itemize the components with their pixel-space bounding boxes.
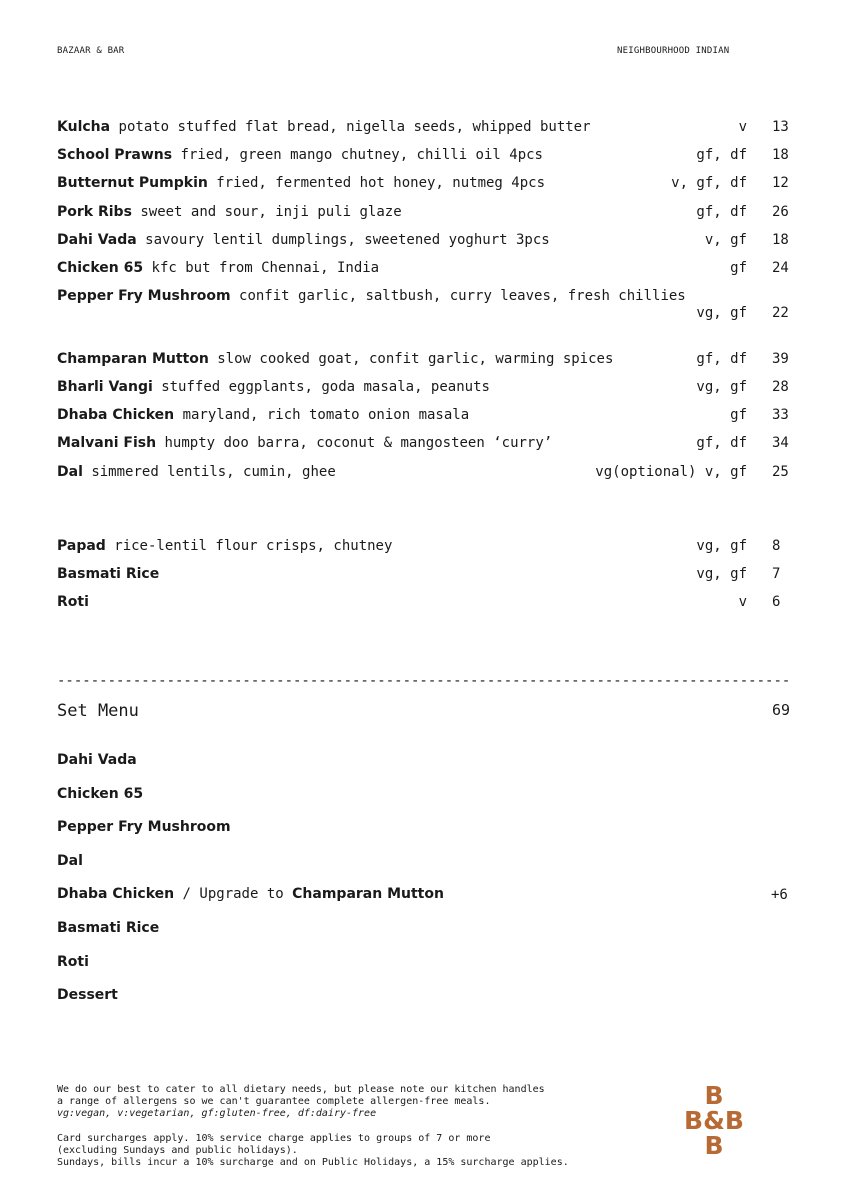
set-menu-item: Roti (57, 954, 89, 970)
item-diet: vg, gf (696, 538, 747, 554)
logo-line2: B&B (684, 1106, 744, 1135)
item-desc: maryland, rich tomato onion masala (182, 407, 470, 423)
item-name: Bharli Vangi (57, 379, 153, 395)
menu-item (57, 405, 793, 425)
menu-item (57, 258, 793, 278)
item-name: Papad (57, 538, 106, 554)
logo-line3: B (704, 1131, 724, 1160)
footer-legend: vg:vegan, v:vegetarian, gf:gluten-free, df:dairy-free (57, 1108, 377, 1119)
upgrade-base: Dhaba Chicken (57, 886, 175, 902)
item-desc: stuffed eggplants, goda masala, peanuts (161, 379, 490, 395)
item-price: 13 (772, 119, 789, 135)
item-price: 25 (772, 464, 789, 480)
item-name: Roti (57, 594, 89, 610)
menu-item (57, 145, 793, 165)
menu-item (57, 286, 793, 326)
item-name: Champaran Mutton (57, 351, 209, 367)
item-diet: gf, df (696, 435, 747, 451)
item-price: 34 (772, 435, 789, 451)
item-name: Basmati Rice (57, 566, 160, 582)
item-diet: gf, df (696, 351, 747, 367)
item-desc: fried, green mango chutney, chilli oil 4pcs (180, 147, 543, 163)
item-diet: gf, df (696, 204, 747, 220)
divider: --------------------------------------------------------------------------------------- (57, 673, 791, 689)
item-name: Malvani Fish (57, 435, 157, 451)
item-name: Dal (57, 464, 83, 480)
item-price: 26 (772, 204, 789, 220)
item-name: Dhaba Chicken (57, 407, 175, 423)
item-name: Butternut Pumpkin (57, 175, 208, 191)
set-menu-title: Set Menu (57, 701, 139, 721)
set-menu-item: Chicken 65 (57, 786, 144, 802)
set-menu-price: 69 (772, 701, 791, 719)
item-desc: kfc but from Chennai, India (151, 260, 380, 276)
menu-item (57, 462, 793, 482)
item-diet: gf (730, 260, 747, 276)
item-diet: vg, gf (696, 566, 747, 582)
menu-item (57, 536, 793, 556)
footer-surcharge-line: Sundays, bills incur a 10% surcharge and on Public Holidays, a 15% surcharge applies. (57, 1157, 569, 1168)
menu-item (57, 173, 793, 193)
item-diet: gf (730, 407, 747, 423)
menu-item (57, 117, 793, 137)
item-name: Kulcha (57, 119, 111, 135)
item-desc: confit garlic, saltbush, curry leaves, fresh chillies (239, 288, 686, 304)
menu-item (57, 202, 793, 222)
item-desc: savoury lentil dumplings, sweetened yoghurt 3pcs (145, 232, 550, 248)
item-diet: v (738, 594, 747, 610)
item-price: 24 (772, 260, 789, 276)
item-price: 33 (772, 407, 789, 423)
upgrade-option: Champaran Mutton (292, 886, 444, 902)
item-name: School Prawns (57, 147, 173, 163)
header-right: NEIGHBOURHOOD INDIAN (617, 46, 730, 56)
item-price: 18 (772, 147, 789, 163)
item-price: 18 (772, 232, 789, 248)
item-diet: vg, gf (696, 379, 747, 395)
logo-line1: B (704, 1082, 724, 1110)
item-desc: rice-lentil flour crisps, chutney (114, 538, 393, 554)
footer-surcharge-line: (excluding Sundays and public holidays). (57, 1145, 298, 1156)
item-desc: sweet and sour, inji puli glaze (140, 204, 402, 220)
item-name: Chicken 65 (57, 260, 144, 276)
item-desc: slow cooked goat, confit garlic, warming spices (217, 351, 614, 367)
menu-item (57, 433, 793, 453)
set-menu-item: Basmati Rice (57, 920, 160, 936)
menu-item (57, 349, 793, 369)
item-price: 39 (772, 351, 789, 367)
item-name: Pepper Fry Mushroom (57, 288, 231, 304)
set-menu-item: Dessert (57, 987, 118, 1003)
item-desc: fried, fermented hot honey, nutmeg 4pcs (216, 175, 546, 191)
menu-item (57, 230, 793, 250)
item-price: 8 (772, 538, 781, 554)
item-diet: v, gf (704, 232, 747, 248)
item-diet: gf, df (696, 147, 747, 163)
set-menu-item: Dahi Vada (57, 752, 137, 768)
menu-item (57, 377, 793, 397)
item-diet: vg(optional) v, gf (595, 464, 747, 480)
item-name: Pork Ribs (57, 204, 132, 220)
item-price: 12 (772, 175, 789, 191)
item-price: 6 (772, 594, 781, 610)
bb-logo (678, 1082, 750, 1160)
item-diet: v (738, 119, 747, 135)
upgrade-text: / Upgrade to (174, 886, 293, 902)
footer-allergen-line: We do our best to cater to all dietary needs, but please note our kitchen handles (57, 1084, 545, 1095)
item-name: Dahi Vada (57, 232, 137, 248)
upgrade-price: +6 (771, 887, 788, 903)
item-desc: humpty doo barra, coconut & mangosteen ‘curry’ (164, 435, 553, 451)
item-price: 7 (772, 566, 781, 582)
item-price: 22 (772, 305, 789, 321)
menu-item (57, 592, 793, 612)
item-price: 28 (772, 379, 789, 395)
set-menu-item: Pepper Fry Mushroom (57, 819, 231, 835)
item-desc: potato stuffed flat bread, nigella seeds, whipped butter (118, 119, 591, 135)
set-menu-upgrade-item (57, 886, 444, 902)
footer-surcharge-line: Card surcharges apply. 10% service charge applies to groups of 7 or more (57, 1133, 491, 1144)
menu-item (57, 564, 793, 584)
header-left: BAZAAR & BAR (57, 46, 125, 56)
item-diet: vg, gf (696, 305, 747, 321)
item-diet: v, gf, df (671, 175, 747, 191)
footer-allergen-line: a range of allergens so we can't guarantee complete allergen-free meals. (57, 1096, 491, 1107)
item-desc: simmered lentils, cumin, ghee (91, 464, 336, 480)
set-menu-item: Dal (57, 853, 83, 869)
